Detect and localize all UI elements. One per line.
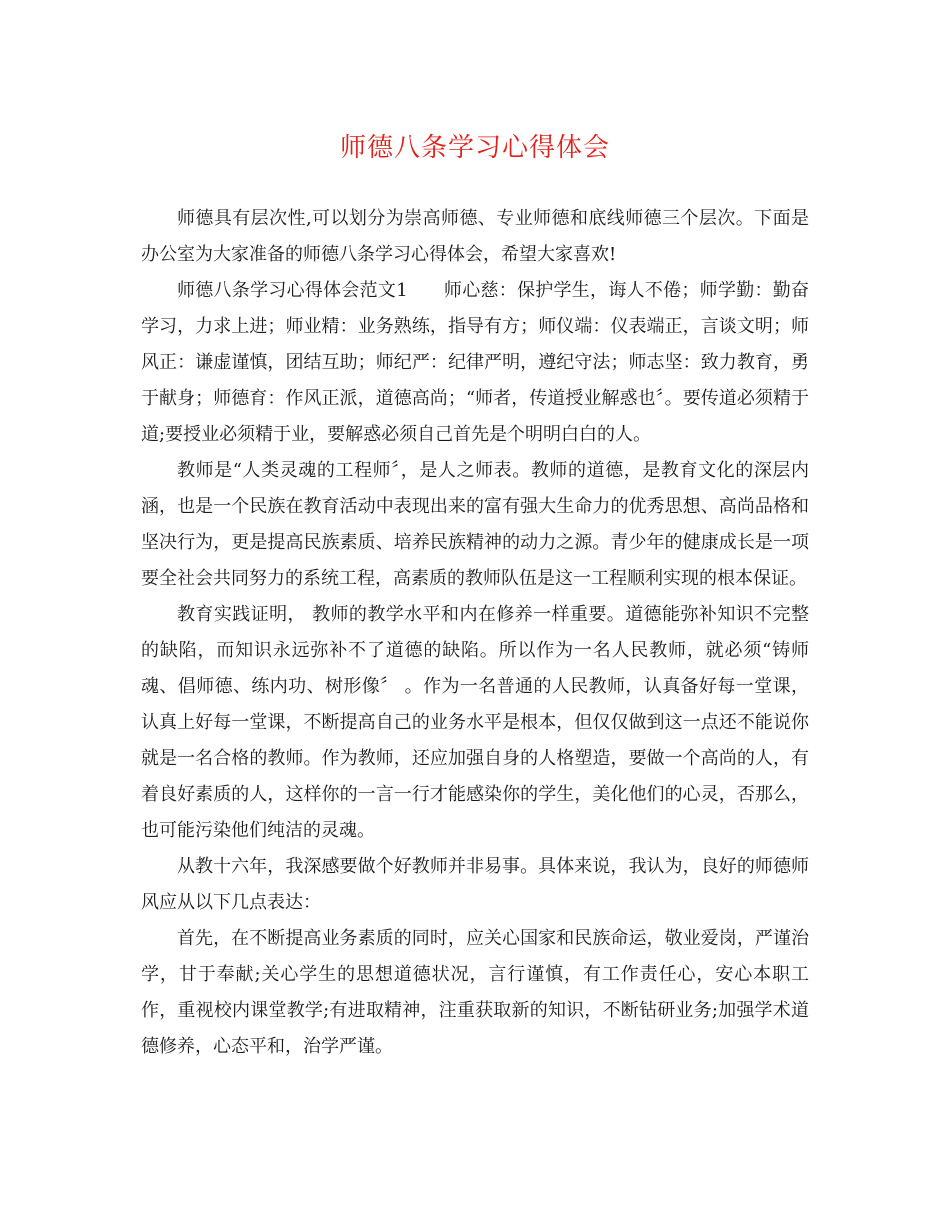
document-title: 师德八条学习心得体会: [339, 133, 610, 163]
body-paragraph: 教育实践证明， 教师的教学水平和内在修养一样重要。道德能弥补知识不完整的缺陷，而知识永远弥补不了道德的缺陷。所以作为一名人民教师，就必须“铸师魂、倡师德、练内功、树形像〞 。作为一名普通的人民教师，认真备好每一堂课，认真上好每一堂课，不断提高自己的业务水平是根本，但仅仅做到这一点还不能说你就是一名合格的教师。作为教师，还应加强自身的人格塑造，要做一个高尚的人，有着良好素质的人，这样你的一言一行才能感染你的学生，美化他们的心灵，否那么，也可能污染他们纯洁的灵魂。: [141, 604, 809, 841]
sample-text: 师心慈：保护学生，诲人不倦；师学勤：勤奋学习，力求上进；师业精：业务熟练，指导有方；师仪端：仪表端正，言谈文明；师风正：谦虚谨慎，团结互助；师纪严：纪律严明，遵纪守法；师志坚：致力教育，勇于献身；师德育：作风正派，道德高尚；“师者，传道授业解惑也〞。要传道必须精于道;要授业必须精于业，要解惑必须自己首先是个明明白白的人。: [141, 280, 809, 445]
body-paragraph: 首先，在不断提高业务素质的同时，应关心国家和民族命运，敬业爱岗，严谨治学，甘于奉献;关心学生的思想道德状况，言行谨慎，有工作责任心，安心本职工作，重视校内课堂教学;有进取精神，注重获取新的知识，不断钻研业务;加强学术道德修养，心态平和，治学严谨。: [141, 928, 809, 1057]
body-paragraph: 从教十六年，我深感要做个好教师并非易事。具体来说，我认为，良好的师德师风应从以下几点表达：: [141, 856, 809, 913]
body-paragraph: 教师是“人类灵魂的工程师〞，是人之师表。教师的道德，是教育文化的深层内涵，也是一个民族在教育活动中表现出来的富有强大生命力的优秀思想、高尚品格和坚决行为，更是提高民族素质、培养民族精神的动力之源。青少年的健康成长是一项要全社会共同努力的系统工程，高素质的教师队伍是这一工程顺利实现的根本保证。: [141, 460, 809, 589]
intro-paragraph: 师德具有层次性,可以划分为崇高师德、专业师德和底线师德三个层次。下面是办公室为大家准备的师德八条学习心得体会，希望大家喜欢!: [141, 208, 809, 265]
sample-paragraph: [141, 273, 809, 453]
sample-heading: 师德八条学习心得体会范文1: [177, 280, 408, 301]
document-body: [141, 201, 809, 1065]
